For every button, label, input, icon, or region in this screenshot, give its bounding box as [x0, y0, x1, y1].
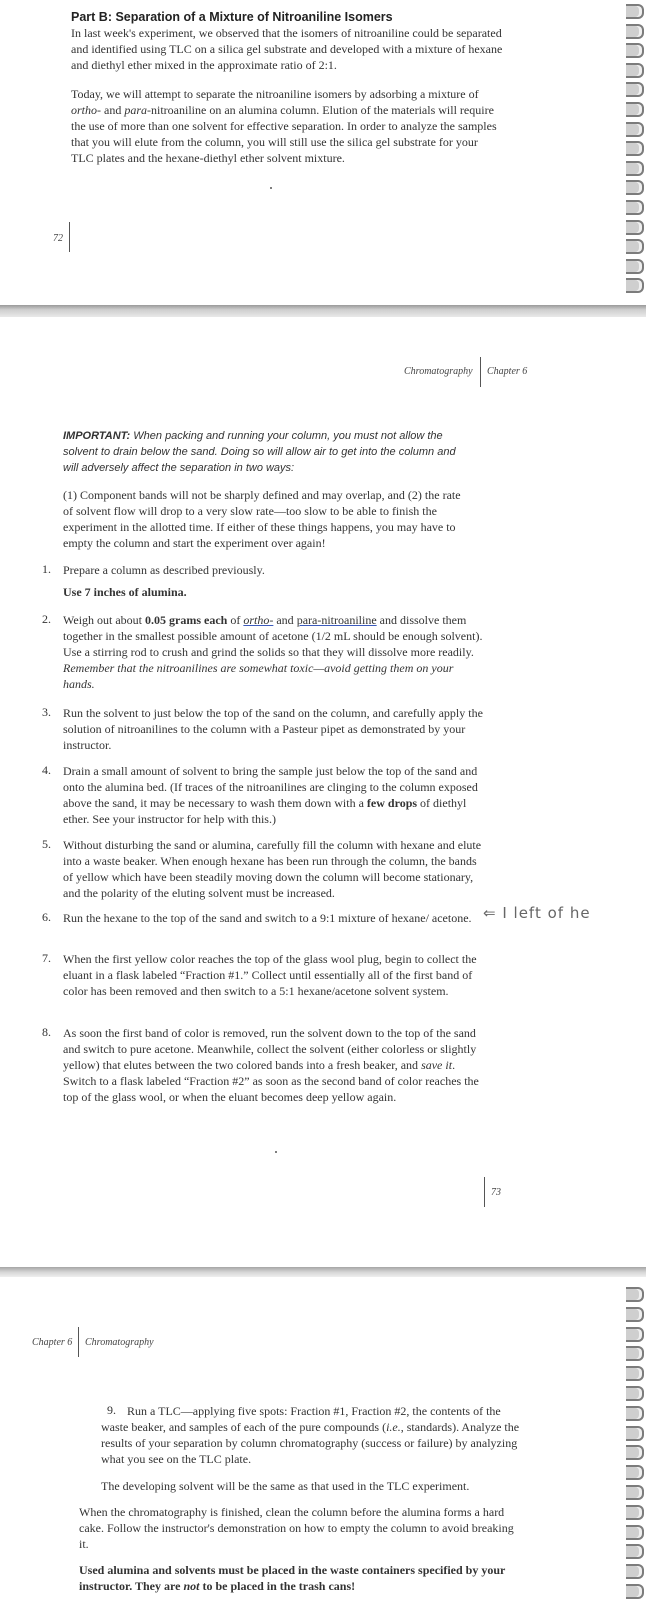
- page-edge-shadow: [0, 305, 646, 317]
- text-run: few drops: [366, 796, 418, 810]
- binding-ring: [626, 4, 644, 19]
- binding-ring: [626, 63, 644, 78]
- text-run: and dissolve them together in the smallest possible amount of acetone (1/2 mL should be enough solvent). Use a stirring rod to crush and grind the solids so that they will dissolve more readily.: [63, 613, 483, 659]
- binding-ring: [626, 1366, 644, 1381]
- binding-ring: [626, 278, 644, 293]
- page-74: [0, 1277, 646, 1610]
- intro-paragraph: In last week's experiment, we observed that the isomers of nitroaniline could be separated and identified using TLC on a silica gel substrate and developed with a mixture of hexane and diethyl ether mixed in the approximate ratio of 2:1.: [71, 26, 503, 72]
- step-number: 4.: [42, 763, 51, 777]
- important-label: IMPORTANT:: [63, 430, 131, 442]
- binding-ring: [626, 122, 644, 137]
- page-72: [0, 0, 646, 305]
- binding-ring: [626, 1406, 644, 1421]
- important-text: When packing and running your column, you must not allow the solvent to drain below the sand. Doing so will allow air to get into the column and will adversely affect the separation in two ways:: [63, 430, 456, 474]
- binding-ring: [626, 1485, 644, 1500]
- step-1-note: Use 7 inches of alumina.: [63, 585, 187, 599]
- text-run: nitroaniline on an alumina column. Elution of the materials will require the use of more than one solvent for effective separation. In order to analyze the samples that you will elute from the column, you will still use the silica gel substrate for your TLC plates and the hexane-diethyl ether solvent mixture.: [71, 103, 497, 165]
- today-paragraph: [71, 86, 503, 166]
- binding-ring: [626, 1465, 644, 1480]
- binding-ring: [626, 43, 644, 58]
- text-run: Used alumina and solvents must be placed in the waste containers specified by your instructor. They are: [79, 1563, 506, 1593]
- handwritten-annotation: ⇐ I left of he: [483, 904, 591, 922]
- step-number: 2.: [42, 612, 51, 626]
- binding-ring: [626, 1426, 644, 1441]
- spiral-binding: [624, 4, 646, 300]
- binding-ring: [626, 1327, 644, 1342]
- text-run: not: [183, 1579, 200, 1593]
- text-run: ortho-: [243, 613, 274, 627]
- developing-solvent-note: The developing solvent will be the same as that used in the TLC experiment.: [101, 1479, 470, 1493]
- step-6-text: Run the hexane to the top of the sand and switch to a 9:1 mixture of hexane/ acetone.: [63, 911, 472, 925]
- binding-ring: [626, 1445, 644, 1460]
- step-number: 6.: [42, 910, 51, 924]
- binding-ring: [626, 200, 644, 215]
- binding-ring: [626, 259, 644, 274]
- step-number: 1.: [42, 562, 51, 576]
- text-run: Remember that the nitroanilines are somewhat toxic—avoid getting them on your hands.: [63, 661, 454, 691]
- page-number-rule: [69, 222, 70, 252]
- text-run: , standards). Analyze the results of your separation by column chromatography (success or failure) by analyzing what you see on the TLC plate.: [101, 1420, 520, 1466]
- speck: [270, 187, 272, 189]
- text-run: para-nitroaniline: [296, 613, 377, 627]
- running-head-chapter: Chapter 6: [32, 1337, 73, 1348]
- text-run: . Switch to a flask labeled “Fraction #2” as soon as the second band of color reaches the top of the glass wool, or when the eluant becomes deep yellow again.: [63, 1058, 479, 1104]
- binding-ring: [626, 1307, 644, 1322]
- binding-ring: [626, 102, 644, 117]
- step-number: 8.: [42, 1025, 51, 1039]
- binding-ring: [626, 1544, 644, 1559]
- page-number-rule: [484, 1177, 485, 1207]
- text-run: para-: [124, 103, 151, 117]
- running-head-title: Chromatography: [404, 366, 473, 377]
- text-run: 0.05 grams each: [145, 613, 228, 627]
- step-7-text: When the first yellow color reaches the top of the glass wool plug, begin to collect the eluant in a flask labeled “Fraction #1.” Collect until essentially all of the first band of color has been removed and then switch to a 5:1 hexane/acetone solvent system.: [63, 952, 477, 998]
- text-run: As soon the first band of color is removed, run the solvent down to the top of the sand and switch to pure acetone. Meanwhile, collect the solvent (either colorless or slightly yellow) that elutes between the two colored bands into a fresh beaker, and: [63, 1026, 477, 1072]
- step-number: 3.: [42, 705, 51, 719]
- text-run: of: [227, 613, 244, 627]
- binding-ring: [626, 1505, 644, 1520]
- step-8-text: [63, 1025, 483, 1105]
- text-run: and: [273, 613, 297, 627]
- binding-ring: [626, 239, 644, 254]
- binding-ring: [626, 161, 644, 176]
- text-run: of diethyl ether. See your instructor for help with this.): [63, 796, 467, 826]
- text-run: to be placed in the trash cans!: [199, 1579, 356, 1593]
- binding-ring: [626, 82, 644, 97]
- disposal-warning: [79, 1562, 519, 1594]
- cleanup-paragraph: When the chromatography is finished, clean the column before the alumina forms a hard cake. Follow the instructor's demonstration on how to empty the column to avoid breaking it.: [79, 1505, 514, 1551]
- text-run: Run a TLC—applying five spots: Fraction #1, Fraction #2, the contents of the waste beaker, and samples of each of the pure compounds (: [101, 1404, 501, 1434]
- running-head-chapter: Chapter 6: [487, 366, 528, 377]
- binding-ring: [626, 180, 644, 195]
- step-9-text: [101, 1403, 521, 1467]
- step-number: 9.: [107, 1403, 116, 1417]
- text-run: Today, we will attempt to separate the nitroaniline isomers by adsorbing a mixture of: [71, 87, 479, 101]
- text-run: Weigh out about: [63, 613, 146, 627]
- page-edge-shadow: [0, 1267, 646, 1277]
- text-run: save it: [421, 1058, 453, 1072]
- step-4-text: [63, 763, 483, 827]
- text-run: i.e.: [386, 1420, 401, 1434]
- warning-paragraph: (1) Component bands will not be sharply defined and may overlap, and (2) the rate of solvent flow will drop to a very slow rate—too slow to be able to finish the experiment in the allotted time. If either of these things happens, you may have to empty the column and start the experiment over again!: [63, 488, 461, 550]
- text-run: ortho-: [71, 103, 101, 117]
- binding-ring: [626, 220, 644, 235]
- binding-ring: [626, 1525, 644, 1540]
- binding-ring: [626, 24, 644, 39]
- running-head-rule: [78, 1327, 79, 1357]
- binding-ring: [626, 1564, 644, 1579]
- running-head-title: Chromatography: [85, 1337, 154, 1348]
- text-run: Drain a small amount of solvent to bring the sample just below the top of the sand and onto the alumina bed. (If traces of the nitroanilines are clinging to the column exposed above the sand, it may be necessary to wash them down with a: [63, 764, 478, 810]
- spiral-binding: [624, 1287, 646, 1607]
- important-note: [63, 428, 463, 476]
- binding-ring: [626, 1584, 644, 1599]
- section-heading: Part B: Separation of a Mixture of Nitroaniline Isomers: [71, 10, 393, 24]
- speck: [275, 1151, 277, 1153]
- step-5-text: Without disturbing the sand or alumina, carefully fill the column with hexane and elute into a waste beaker. When enough hexane has been run through the column, the bands of yellow which have been steadily moving down the column will become stationary, and the polarity of the eluting solvent must be increased.: [63, 838, 482, 900]
- step-number: 7.: [42, 951, 51, 965]
- binding-ring: [626, 1346, 644, 1361]
- text-run: and: [101, 103, 125, 117]
- step-3-text: Run the solvent to just below the top of the sand on the column, and carefully apply the solution of nitroanilines to the column with a Pasteur pipet as demonstrated by your instructor.: [63, 706, 483, 752]
- step-2-text: [63, 612, 483, 692]
- binding-ring: [626, 1287, 644, 1302]
- page-73: [0, 317, 646, 1267]
- page-number: 72: [53, 233, 63, 244]
- page-number: 73: [491, 1187, 501, 1198]
- binding-ring: [626, 1386, 644, 1401]
- running-head-rule: [480, 357, 481, 387]
- step-number: 5.: [42, 837, 51, 851]
- binding-ring: [626, 141, 644, 156]
- step-1-text: Prepare a column as described previously.: [63, 563, 265, 577]
